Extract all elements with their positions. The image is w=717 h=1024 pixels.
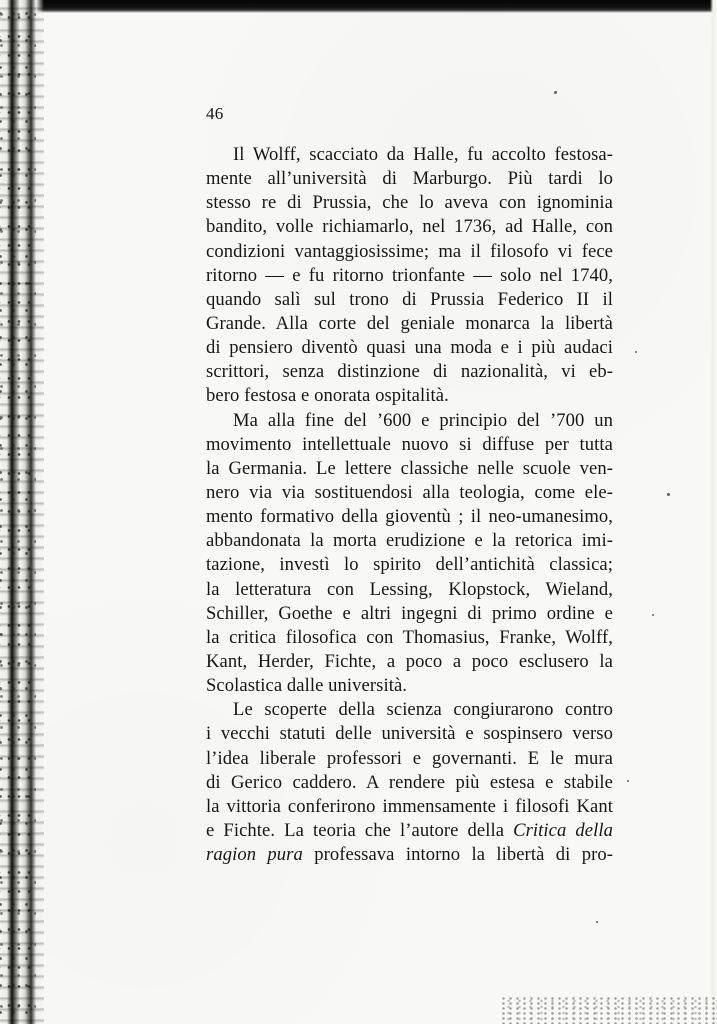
text-segment: professava intorno la libertà di pro- — [302, 844, 613, 866]
text-line: Kant, Herder, Fichte, a poco a poco esclusero la — [206, 650, 613, 672]
left-edge-speckles — [0, 12, 36, 1017]
text-line: movimento intellettuale nuovo si diffuse per tutta — [206, 433, 613, 455]
text-line: Schiller, Goethe e altri ingegni di primo ordine e — [206, 602, 613, 624]
book-title-segment: ragion pura — [206, 844, 303, 866]
text-line: la letteratura con Lessing, Klopstock, Wieland, — [206, 578, 613, 600]
text-line: mento formativo della gioventù ; il neo-umanesimo, — [206, 506, 613, 528]
text-line: quando salì sul trono di Prussia Federico II il — [206, 288, 613, 310]
text-line: Scolastica dalle università. — [206, 675, 408, 697]
text-line: la critica filosofica con Thomasius, Franke, Wolff, — [206, 626, 613, 648]
top-scan-edge — [0, 0, 717, 13]
text-line: mente all’università di Marburgo. Più tardi lo — [206, 168, 613, 190]
text-line: Ma alla fine del ’600 e principio del ’700 un — [233, 409, 613, 431]
text-line: condizioni vantaggiosissime; ma il filosofo vi fece — [206, 240, 613, 262]
main-text-block — [206, 143, 613, 867]
text-line: Le scoperte della scienza congiurarono contro — [233, 699, 613, 721]
text-line: di pensiero diventò quasi una moda e i più audaci — [206, 337, 613, 359]
text-line-with-title — [206, 843, 613, 867]
page-number: 46 — [206, 104, 224, 123]
text-segment: e Fichte. La teoria che l’autore della — [206, 819, 514, 841]
text-line: i vecchi statuti delle università e sospinsero verso — [206, 723, 613, 745]
dust-spot — [667, 493, 670, 496]
text-line-with-title — [206, 819, 613, 843]
text-line: stesso re di Prussia, che lo aveva con ignominia — [206, 192, 613, 214]
book-title-segment: Critica della — [513, 819, 613, 841]
text-line: la vittoria conferirono immensamente i filosofi Kant — [206, 795, 613, 817]
text-line: di Gerico caddero. A rendere più estesa e stabile — [206, 771, 613, 793]
dust-spot — [554, 91, 557, 94]
text-line: scrittori, senza distinzione di nazionalità, vi eb- — [206, 361, 613, 383]
text-line: l’idea liberale professori e governanti. E le mura — [206, 747, 613, 769]
text-line: bandito, volle richiamarlo, nel 1736, ad Halle, con — [206, 216, 613, 238]
text-line: Il Wolff, scacciato da Halle, fu accolto festosa- — [233, 144, 613, 165]
text-line: bero festosa e onorata ospitalità. — [206, 385, 449, 407]
text-line: Grande. Alla corte del geniale monarca la libertà — [206, 312, 613, 334]
right-scan-edge — [710, 0, 717, 1024]
text-line: tazione, investì lo spirito dell’antichità classica; — [206, 554, 613, 576]
text-line: la Germania. Le lettere classiche nelle scuole ven- — [206, 457, 613, 479]
dust-spot — [627, 780, 629, 782]
dust-spot — [596, 921, 598, 923]
text-line: nero via via sostituendosi alla teologia, come ele- — [206, 481, 613, 503]
text-line: ritorno — e fu ritorno trionfante — solo nel 1740, — [206, 264, 613, 286]
dust-spot — [652, 614, 654, 616]
text-line: abbandonata la morta erudizione e la retorica imi- — [206, 530, 613, 552]
dust-spot — [635, 351, 637, 353]
bottom-scan-grime — [500, 996, 717, 1024]
